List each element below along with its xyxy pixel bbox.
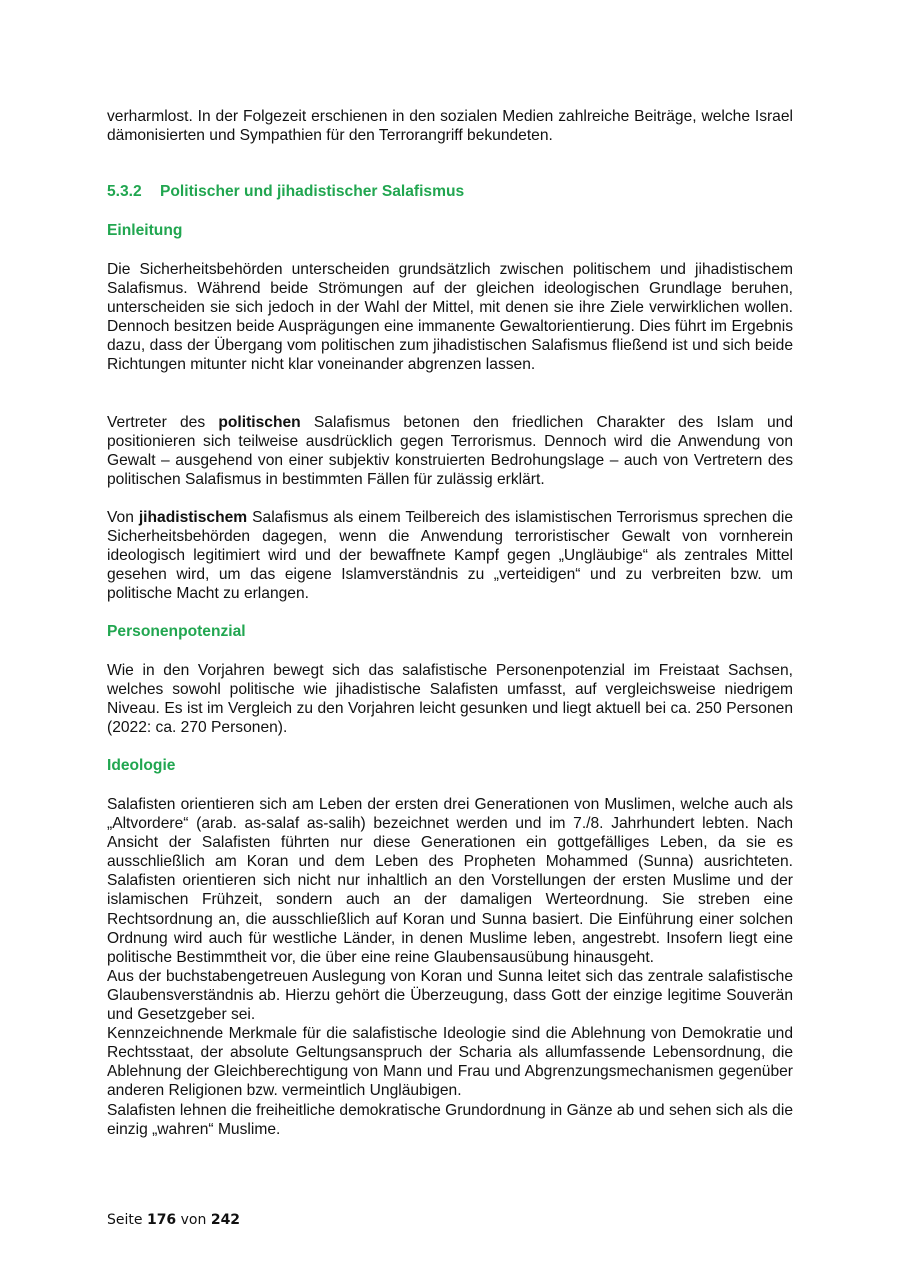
einleitung-paragraph-3 [107,508,793,603]
p2-bold-term: politischen [218,414,301,431]
ideologie-paragraph-4: Salafisten lehnen die freiheitliche demokratische Grundordnung in Gänze ab und sehen sich als die einzig „wahren“ Muslime. [107,1102,793,1139]
footer-current-page: 176 [146,1212,177,1228]
p2-text-end: Salafismus betonen den friedlichen Charakter des Islam und positionieren sich teilweise ausdrücklich gegen Terrorismus. Dennoch wird die Anwendung von Gewalt – ausgehend von einer subjektiv konstruierten Bedrohungslage – auch von Vertretern des politischen Salafismus in bestimmten Fällen für zulässig erklärt. [107,414,793,489]
p3-text-end: Salafismus als einem Teilbereich des islamistischen Terrorismus sprechen die Sicherheitsbehörden dagegen, wenn die Anwendung terroristischer Gewalt von vornherein ideologisch legitimiert wird und der bewaffnete Kampf gegen „Ungläubige“ als zentrales Mittel gesehen wird, um das eigene Islamverständnis zu „verteidigen“ und zu verbreiten bzw. um politische Macht zu erlangen. [107,509,793,603]
section-title: Politischer und jihadistischer Salafismus [160,183,465,200]
ideologie-paragraph-3: Kennzeichnende Merkmale für die salafistische Ideologie sind die Ablehnung von Demokratie und Rechtsstaat, der absolute Geltungsanspruch der Scharia als allumfassende Lebensordnung, die Ablehnung der Gleichberechtigung von Mann und Frau und Abgrenzungsmechanismen gegenüber anderen Religionen bzw. vermeintlich Ungläubigen. [107,1025,793,1100]
section-number: 5.3.2 [107,183,142,200]
personenpotenzial-paragraph: Wie in den Vorjahren bewegt sich das salafistische Personenpotenzial im Freistaat Sachsen, welches sowohl politische wie jihadistische Salafisten umfasst, auf vergleichsweise niedrigem Niveau. Es ist im Vergleich zu den Vorjahren leicht gesunken und liegt aktuell bei ca. 250 Personen (2022: ca. 270 Personen). [107,662,793,737]
p2-text-start: Vertreter des [107,414,219,431]
p3-text-start: Von [107,509,139,526]
einleitung-paragraph-1: Die Sicherheitsbehörden unterscheiden grundsätzlich zwischen politischem und jihadistischem Salafismus. Während beide Strömungen auf der gleichen ideologischen Grundlage beruhen, unterscheiden sie sich jedoch in der Wahl der Mittel, mit denen sie ihre Ziele verwirklichen wollen. Dennoch besitzen beide Ausprägungen eine immanente Gewaltorientierung. Dies führt im Ergebnis dazu, dass der Übergang vom politischen zum jihadistischen Salafismus fließend ist und sich beide Richtungen mitunter nicht klar voneinander abgrenzen lassen. [107,261,793,374]
p3-bold-term: jihadistischem [138,509,248,526]
footer-prefix: Seite [107,1212,143,1228]
footer-total-pages: 242 [210,1212,241,1228]
einleitung-paragraph-2 [107,413,793,489]
ideologie-heading: Ideologie [107,757,176,774]
personenpotenzial-heading: Personenpotenzial [107,623,246,640]
einleitung-heading: Einleitung [107,222,183,239]
page-footer [107,1212,240,1228]
intro-paragraph: verharmlost. In der Folgezeit erschienen in den sozialen Medien zahlreiche Beiträge, welche Israel dämonisierten und Sympathien für den Terrorangriff bekundeten. [107,108,793,145]
footer-separator: von [180,1212,207,1228]
ideologie-paragraph-1: Salafisten orientieren sich am Leben der ersten drei Generationen von Muslimen, welche auch als „Altvordere“ (arab. as-salaf as-salih) bezeichnet werden und im 7./8. Jahrhundert lebten. Nach Ansicht der Salafisten führten nur diese Generationen ein gottgefälliges Leben, da sie es ausschließlich am Koran und dem Leben des Propheten Mohammed (Sunna) ausrichteten. Salafisten orientieren sich nicht nur inhaltlich an den Vorstellungen der ersten Muslime und der islamischen Frühzeit, sondern auch an der damaligen Werteordnung. Sie streben eine Rechtsordnung an, die ausschließlich auf Koran und Sunna basiert. Die Einführung einer solchen Ordnung wird auch für westliche Länder, in denen Muslime leben, angestrebt. Insofern liegt eine politische Bestimmtheit vor, die über eine reine Glaubensausübung hinausgeht. [107,796,793,966]
ideologie-paragraph-2: Aus der buchstabengetreuen Auslegung von Koran und Sunna leitet sich das zentrale salafistische Glaubensverständnis ab. Hierzu gehört die Überzeugung, dass Gott der einzige legitime Souverän und Gesetzgeber sei. [107,968,793,1024]
section-heading [107,183,464,201]
